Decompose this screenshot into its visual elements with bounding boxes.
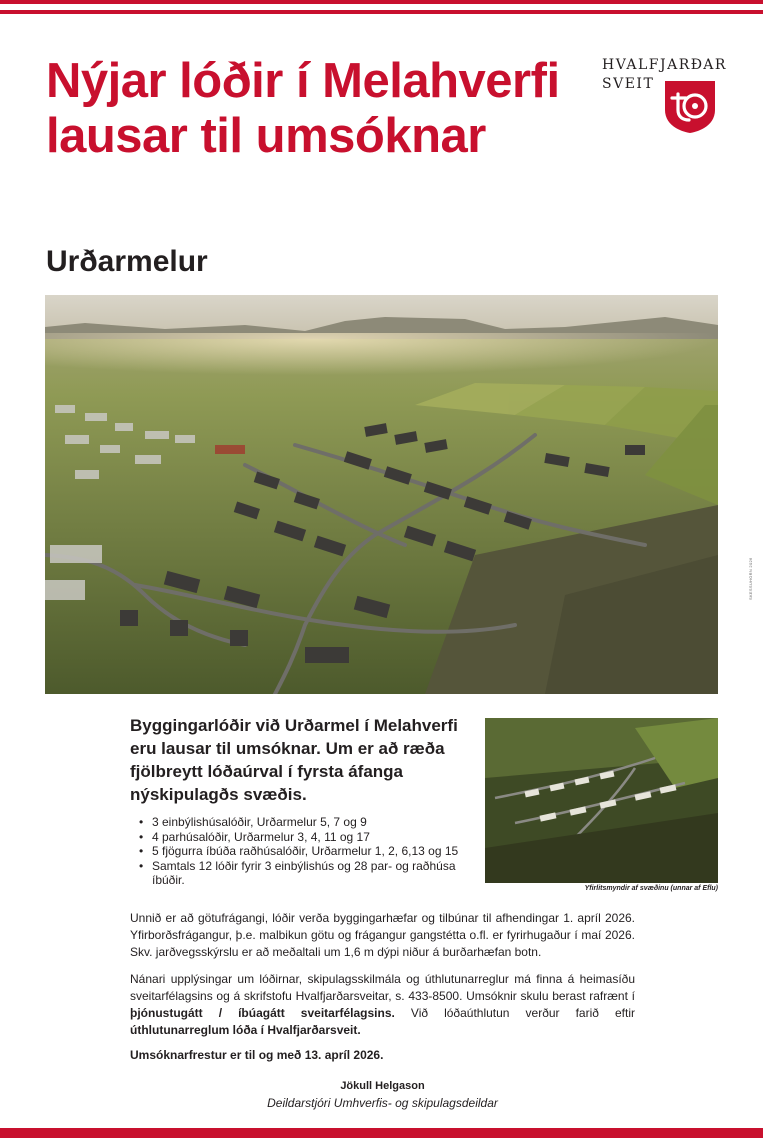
info-paragraph <box>130 971 635 1039</box>
aerial-photo <box>45 295 718 694</box>
top-accent-bar <box>0 0 763 4</box>
lead-paragraph: Byggingarlóðir við Urðarmel í Melahverfi eru lausar til umsóknar. Um er að ræða fjölbreytt lóðaúrval í fyrsta áfanga nýskipulagðs svæðis. <box>130 716 458 804</box>
logo-line-1: HVALFJARÐAR <box>602 57 727 73</box>
image-caption: Yfirlitsmyndir af svæðinu (unnar af Eflu) <box>584 885 718 892</box>
bottom-accent-bar <box>0 1128 763 1138</box>
logo-line-2: SVEIT <box>602 76 655 92</box>
info-text-1: Nánari upplýsingar um lóðirnar, skipulagsskilmála og úthlutunarreglur má finna á heimasíðu sveitarfélagsins og á skrifstofu Hvalfjarðarsveitar, s. 433-8500. Umsóknir skulu berast rafrænt í <box>130 972 635 1003</box>
signature-title: Deildarstjóri Umhverfis- og skipulagsdeildar <box>267 1096 498 1110</box>
list-item: • 5 fjögurra íbúða raðhúsalóðir, Urðarmelur 1, 2, 6,13 og 15 <box>130 844 475 859</box>
list-item: • Samtals 12 lóðir fyrir 3 einbýlishús og 28 par- og raðhúsa íbúðir. <box>130 859 475 888</box>
list-item: • 4 parhúsalóðir, Urðarmelur 3, 4, 11 og 17 <box>130 830 475 845</box>
construction-paragraph: Unnið er að götufrágangi, lóðir verða byggingarhæfar og tilbúnar til afhendingar 1. apríl 2026. Yfirborðsfrágangur, þ.e. malbikun götu og frágangur gangstétta o.fl. er fyrirhugaður í maí 2026. Skv. jarðvegsskýrslu er að meðaltali um 1,6 m dýpi niður á burðarhæfan botn. <box>130 911 635 959</box>
info-text-2: Við lóðaúthlutun verður farið eftir <box>394 1006 635 1020</box>
lot-list <box>130 815 475 888</box>
site-plan-thumbnail <box>485 718 718 883</box>
top-accent-bar-2 <box>0 10 763 14</box>
shield-emblem-icon <box>664 80 716 134</box>
side-credit-label: SKESSUHORN 2026 <box>748 557 753 600</box>
page-title: Nýjar lóðir í Melahverfi lausar til umsóknar <box>46 54 560 163</box>
signature-name: Jökull Helgason <box>340 1080 425 1092</box>
service-portal-link[interactable]: þjónustugátt / íbúagátt sveitarfélagsins. <box>130 1006 395 1020</box>
application-deadline: Umsóknarfrestur er til og með 13. apríl 2026. <box>130 1048 384 1062</box>
page-subtitle: Urðarmelur <box>46 245 208 278</box>
list-item: • 3 einbýlishúsalóðir, Urðarmelur 5, 7 og 9 <box>130 815 475 830</box>
allocation-rules-link[interactable]: úthlutunarreglum lóða í Hvalfjarðarsveit. <box>130 1023 361 1037</box>
